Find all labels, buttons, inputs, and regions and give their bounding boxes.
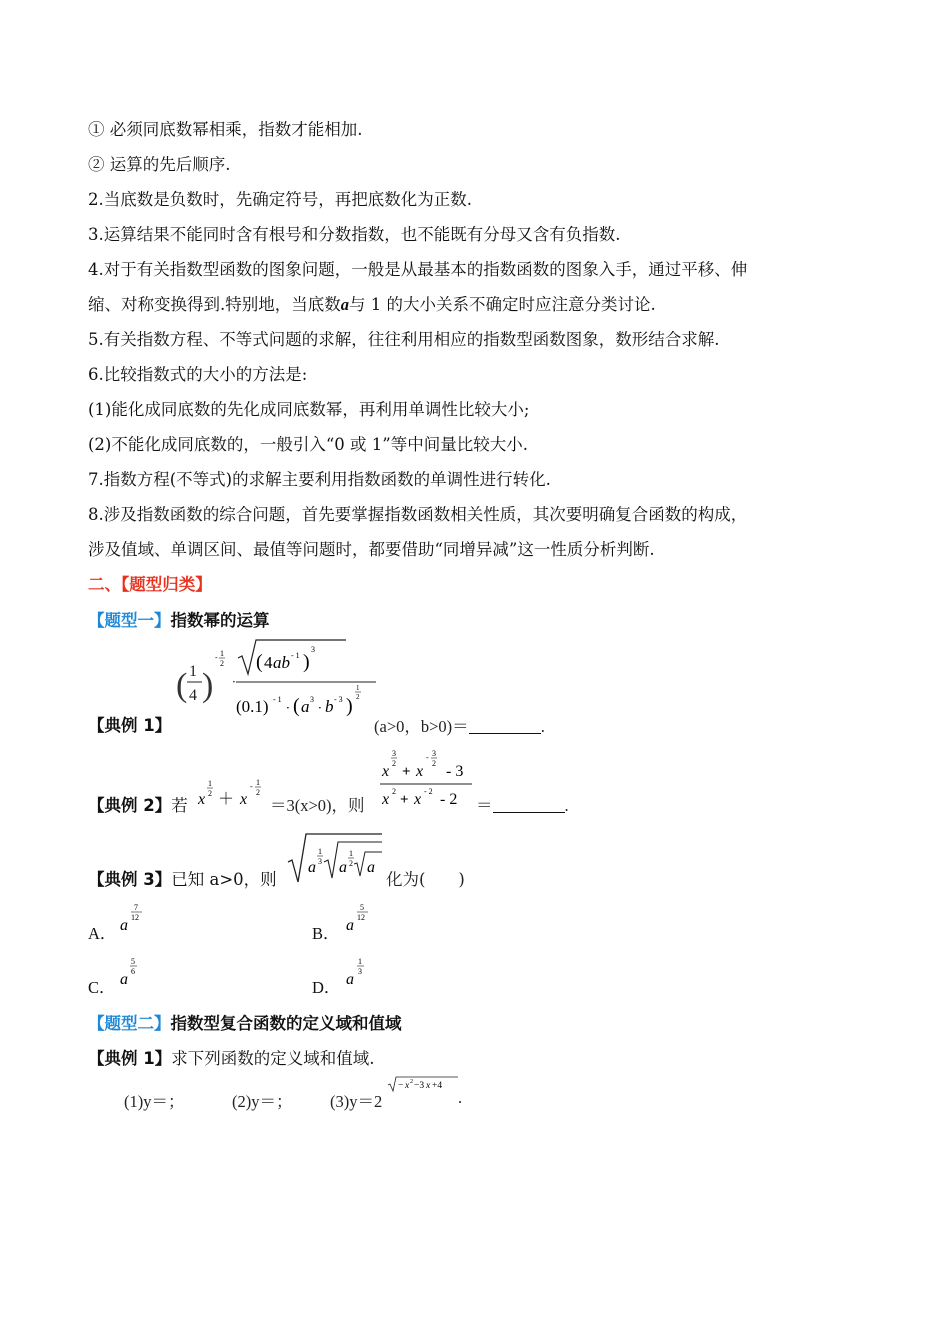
text-line-10: 7.指数方程(不等式)的求解主要利用指数函数的单调性进行转化.	[88, 470, 551, 489]
svg-text:): )	[202, 667, 214, 704]
ex2-pre: 若	[171, 796, 188, 815]
ex1-cond-text: (a>0，b>0)＝	[374, 717, 469, 736]
ex4-part2: (2)y＝；	[232, 1092, 293, 1111]
ex4-label: 【典例 1】	[88, 1049, 172, 1068]
option-b[interactable]	[312, 920, 340, 944]
text-line-7: 6.比较指数式的大小的方法是:	[88, 365, 308, 384]
ex2-answer	[476, 792, 569, 816]
ex3-pre: 已知 a>0，则	[171, 870, 277, 889]
svg-text:a: a	[120, 917, 128, 934]
svg-text:2: 2	[432, 759, 436, 768]
svg-text:2: 2	[410, 1079, 413, 1085]
option-d-expr	[344, 954, 384, 990]
text-line-5b-pre: 缩、对称变换得到.特别地，当底数	[88, 295, 341, 314]
ex4-part1: (1)y＝；	[124, 1092, 185, 1111]
svg-text:(: (	[293, 695, 300, 717]
ex4-part3	[330, 1088, 382, 1112]
type2-tag: 【题型二】	[88, 1014, 171, 1033]
ex2-end: .	[564, 796, 569, 815]
option-d[interactable]	[312, 974, 340, 998]
option-c-label: C．	[88, 978, 116, 997]
ex2-answer-blank[interactable]	[493, 798, 565, 813]
ex4-part3-pre: (3)y＝2	[330, 1092, 383, 1111]
svg-text:(0.1): (0.1)	[236, 697, 269, 716]
ex1-condition	[374, 713, 545, 737]
type1-title: 指数幂的运算	[170, 611, 270, 630]
ex1-answer-blank[interactable]	[469, 719, 541, 734]
svg-text:1: 1	[220, 649, 224, 658]
svg-text:2: 2	[392, 787, 396, 796]
svg-text:＋: ＋	[218, 791, 235, 808]
svg-text:a: a	[346, 971, 354, 988]
option-b-label: B．	[312, 924, 340, 943]
svg-text:3: 3	[311, 645, 315, 654]
ex4-part3-exponent	[388, 1074, 460, 1096]
svg-text:x: x	[382, 763, 390, 780]
ex3-line	[88, 866, 277, 890]
type1-heading	[88, 607, 270, 631]
ex1-label: 【典例 1】	[88, 716, 172, 735]
ex3-label: 【典例 3】	[88, 870, 172, 889]
svg-text:ab: ab	[273, 653, 290, 672]
svg-text:- 2: - 2	[440, 791, 458, 808]
text-line-6: 5.有关指数方程、不等式问题的求解，往往利用相应的指数型函数图象，数形结合求解.	[88, 330, 720, 349]
svg-text:- 1: - 1	[273, 695, 282, 704]
svg-text:(: (	[256, 651, 263, 673]
svg-text:−: −	[398, 1081, 404, 1091]
svg-text:): )	[303, 651, 310, 673]
text-line-1: ① 必须同底数幂相乘，指数才能相加.	[88, 120, 363, 139]
ex2-mid: ＝3(x>0)，则	[270, 796, 365, 815]
ex2-eq: ＝	[476, 796, 493, 815]
text-line-9: (2)不能化成同底数的，一般引入“0 或 1”等中间量比较大小.	[88, 435, 528, 454]
svg-text:−3: −3	[414, 1081, 425, 1091]
svg-text:a: a	[301, 697, 310, 716]
text-line-8: (1)能化成同底数的先化成同底数幂，再利用单调性比较大小;	[88, 400, 530, 419]
text-line-2: ② 运算的先后顺序.	[88, 155, 231, 174]
svg-text:·: ·	[318, 701, 322, 715]
svg-text:(: (	[176, 667, 188, 704]
option-c[interactable]	[88, 974, 116, 998]
type2-title: 指数型复合函数的定义域和值域	[170, 1014, 402, 1033]
text-line-5b-post: 与 1 的大小关系不确定时应注意分类讨论.	[349, 295, 656, 314]
svg-text:a: a	[120, 971, 128, 988]
svg-text:2: 2	[349, 859, 353, 868]
ex2-label: 【典例 2】	[88, 796, 172, 815]
svg-text:2: 2	[256, 788, 260, 797]
svg-text:- 3: - 3	[334, 695, 343, 704]
svg-text:+: +	[400, 792, 409, 808]
svg-text:3: 3	[358, 967, 362, 976]
svg-text:2: 2	[208, 789, 212, 798]
svg-text:x: x	[198, 791, 206, 808]
ex4-text: 求下列函数的定义域和值域.	[171, 1049, 375, 1068]
svg-text:6: 6	[131, 967, 135, 976]
option-a-expr	[118, 900, 158, 936]
ex4-line	[88, 1045, 374, 1069]
text-line-3: 2.当底数是负数时，先确定符号，再把底数化为正数.	[88, 190, 472, 209]
svg-text:x: x	[416, 763, 424, 780]
svg-text:1: 1	[318, 847, 322, 856]
ex1-formula	[176, 638, 376, 728]
ex2-fraction	[378, 748, 488, 818]
svg-text:3: 3	[432, 749, 436, 758]
svg-text:12: 12	[357, 913, 365, 922]
var-a: a	[340, 295, 349, 314]
ex3-post: 化为( )	[386, 870, 465, 889]
section-heading: 二、【题型归类】	[88, 575, 212, 594]
svg-text:3: 3	[392, 749, 396, 758]
text-line-4: 3.运算结果不能同时含有根号和分数指数，也不能既有分母又含有负指数.	[88, 225, 621, 244]
option-a-label: A．	[88, 924, 117, 943]
svg-text:4: 4	[264, 653, 273, 672]
svg-text:a: a	[346, 917, 354, 934]
svg-text:2: 2	[356, 693, 360, 701]
option-a[interactable]	[88, 920, 116, 944]
svg-text:12: 12	[131, 913, 139, 922]
svg-text:3: 3	[310, 695, 314, 704]
ex3-radical	[286, 832, 386, 886]
svg-text:b: b	[325, 697, 334, 716]
svg-text:7: 7	[134, 903, 138, 912]
option-c-expr	[118, 954, 158, 990]
svg-text:2: 2	[220, 659, 224, 668]
svg-text:x: x	[426, 1081, 431, 1091]
svg-text:1: 1	[356, 684, 360, 692]
svg-text:x: x	[405, 1081, 410, 1091]
ex4-part3-end: .	[458, 1088, 463, 1107]
ex1-end: .	[540, 717, 545, 736]
svg-text:-: -	[250, 782, 253, 791]
svg-text:1: 1	[208, 779, 212, 788]
svg-text:- 3: - 3	[446, 763, 464, 780]
option-d-label: D．	[312, 978, 341, 997]
svg-text:+: +	[402, 764, 411, 780]
svg-text:5: 5	[360, 903, 364, 912]
svg-text:-: -	[215, 653, 218, 662]
svg-text:a: a	[308, 859, 316, 876]
svg-text:1: 1	[256, 778, 260, 787]
text-line-11b: 涉及值域、单调区间、最值等问题时，都要借助“同增异减”这一性质分析判断.	[88, 540, 655, 559]
svg-text:x: x	[382, 791, 390, 808]
svg-text:x: x	[240, 791, 248, 808]
ex2-line	[88, 792, 188, 816]
svg-text:-: -	[426, 753, 429, 762]
svg-text:4: 4	[189, 687, 197, 704]
text-line-5b	[88, 291, 656, 315]
option-b-expr	[344, 900, 384, 936]
svg-text:1: 1	[189, 663, 197, 680]
svg-text:x: x	[414, 791, 422, 808]
svg-text:5: 5	[131, 957, 135, 966]
svg-text:a: a	[367, 859, 375, 876]
svg-text:2: 2	[392, 759, 396, 768]
svg-text:+4: +4	[432, 1081, 443, 1091]
text-line-5a: 4.对于有关指数型函数的图象问题，一般是从最基本的指数函数的图象入手，通过平移、伸	[88, 260, 748, 279]
svg-text:·: ·	[232, 675, 236, 689]
text-line-11a: 8.涉及指数函数的综合问题，首先要掌握指数函数相关性质，其次要明确复合函数的构成，	[88, 505, 748, 524]
svg-text:- 1: - 1	[291, 651, 300, 660]
svg-text:a: a	[339, 859, 347, 876]
svg-text:): )	[346, 695, 353, 717]
type1-tag: 【题型一】	[88, 611, 171, 630]
type2-heading	[88, 1010, 402, 1034]
svg-text:- 2: - 2	[424, 787, 433, 796]
svg-text:1: 1	[349, 849, 353, 858]
svg-text:1: 1	[358, 957, 362, 966]
svg-text:3: 3	[318, 857, 322, 866]
svg-text:·: ·	[286, 701, 290, 715]
